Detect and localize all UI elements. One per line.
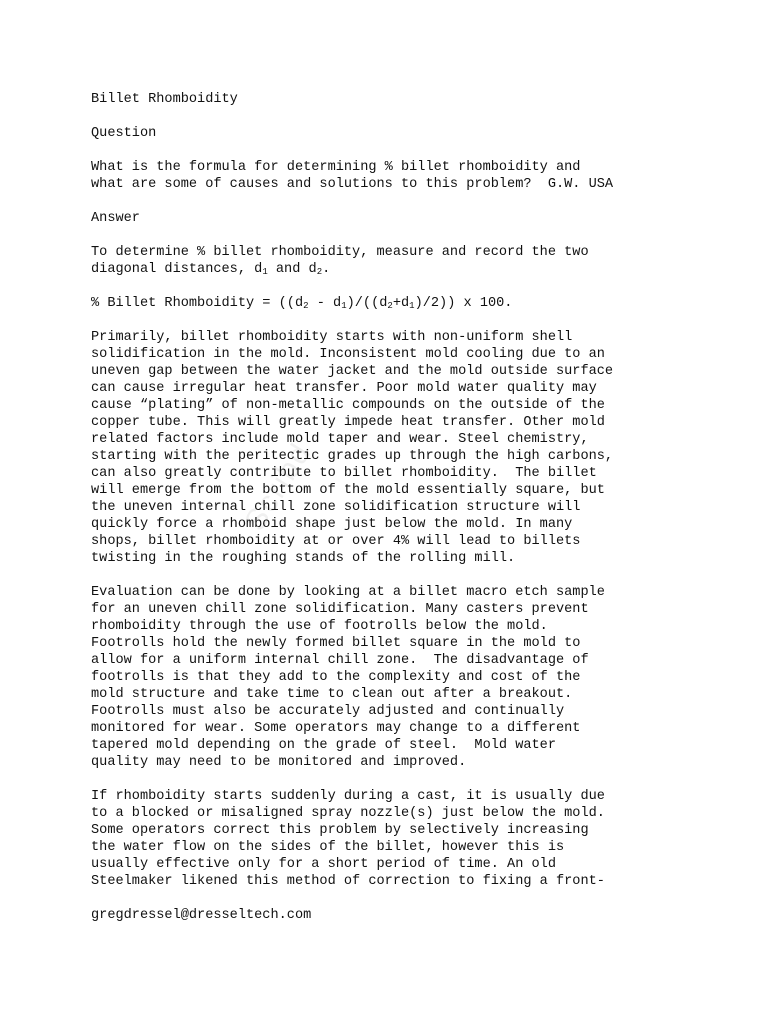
paragraph-line: can also greatly contribute to billet rhomboidity. The billet (91, 466, 597, 481)
paragraph-line: Steelmaker likened this method of correction to fixing a front- (91, 874, 605, 889)
document-title: Billet Rhomboidity (91, 92, 238, 107)
intro-line: To determine % billet rhomboidity, measure and record the two (91, 245, 589, 260)
paragraph-line: uneven gap between the water jacket and the mold outside surface (91, 364, 614, 379)
question-text (91, 159, 691, 193)
paragraph-line: shops, billet rhomboidity at or over 4% will lead to billets (91, 534, 581, 549)
paragraph-line: quickly force a rhomboid shape just below the mold. In many (91, 517, 573, 532)
question-line: What is the formula for determining % billet rhomboidity and (91, 160, 581, 175)
paragraph-line: starting with the peritectic grades up through the high carbons, (91, 449, 614, 464)
paragraph-line: Footrolls hold the newly formed billet square in the mold to (91, 636, 581, 651)
watermark: Scribd (238, 436, 318, 537)
paragraph-evaluation (91, 584, 691, 771)
paragraph-line: tapered mold depending on the grade of steel. Mold water (91, 738, 556, 753)
paragraph-causes (91, 329, 691, 567)
paragraph-line: can cause irregular heat transfer. Poor mold water quality may (91, 381, 597, 396)
intro-line-subscripted: diagonal distances, $d_1$ and $d_2$. (91, 262, 331, 277)
paragraph-line: related factors include mold taper and wear. Steel chemistry, (91, 432, 589, 447)
paragraph-line: the water flow on the sides of the billet, however this is (91, 840, 565, 855)
intro-text (91, 244, 691, 278)
question-heading: Question (91, 126, 157, 141)
paragraph-line: allow for a uniform internal chill zone. The disadvantage of (91, 653, 589, 668)
answer-heading: Answer (91, 211, 140, 226)
paragraph-line: will emerge from the bottom of the mold essentially square, but (91, 483, 605, 498)
paragraph-line: twisting in the roughing stands of the rolling mill. (91, 551, 516, 566)
paragraph-line: cause “plating” of non-metallic compounds on the outside of the (91, 398, 605, 413)
paragraph-line: Primarily, billet rhomboidity starts with non-uniform shell (91, 330, 573, 345)
paragraph-line: footrolls is that they add to the complexity and cost of the (91, 670, 581, 685)
paragraph-line: the uneven internal chill zone solidification structure will (91, 500, 581, 515)
paragraph-line: quality may need to be monitored and improved. (91, 755, 467, 770)
paragraph-line: If rhomboidity starts suddenly during a cast, it is usually due (91, 789, 605, 804)
paragraph-line: rhomboidity through the use of footrolls below the mold. (91, 619, 548, 634)
paragraph-line: to a blocked or misaligned spray nozzle(s) just below the mold. (91, 806, 605, 821)
paragraph-line: Footrolls must also be accurately adjusted and continually (91, 704, 565, 719)
document-body (91, 91, 691, 924)
paragraph-line: usually effective only for a short period of time. An old (91, 857, 556, 872)
paragraph-line: for an uneven chill zone solidification. Many casters prevent (91, 602, 589, 617)
paragraph-line: Some operators correct this problem by selectively increasing (91, 823, 589, 838)
rhomboidity-formula: % Billet Rhomboidity = $((d_2 - d_1)/((d_2+d_1)/2))$ x 100. (91, 296, 513, 311)
paragraph-line: copper tube. This will greatly impede heat transfer. Other mold (91, 415, 605, 430)
paragraph-line: solidification in the mold. Inconsistent mold cooling due to an (91, 347, 605, 362)
footer-email: gregdressel@dresseltech.com (91, 908, 312, 923)
paragraph-line: mold structure and take time to clean out after a breakout. (91, 687, 573, 702)
paragraph-sudden-onset (91, 788, 691, 890)
paragraph-line: monitored for wear. Some operators may change to a different (91, 721, 581, 736)
paragraph-line: Evaluation can be done by looking at a billet macro etch sample (91, 585, 605, 600)
question-line: what are some of causes and solutions to this problem? G.W. USA (91, 177, 614, 192)
